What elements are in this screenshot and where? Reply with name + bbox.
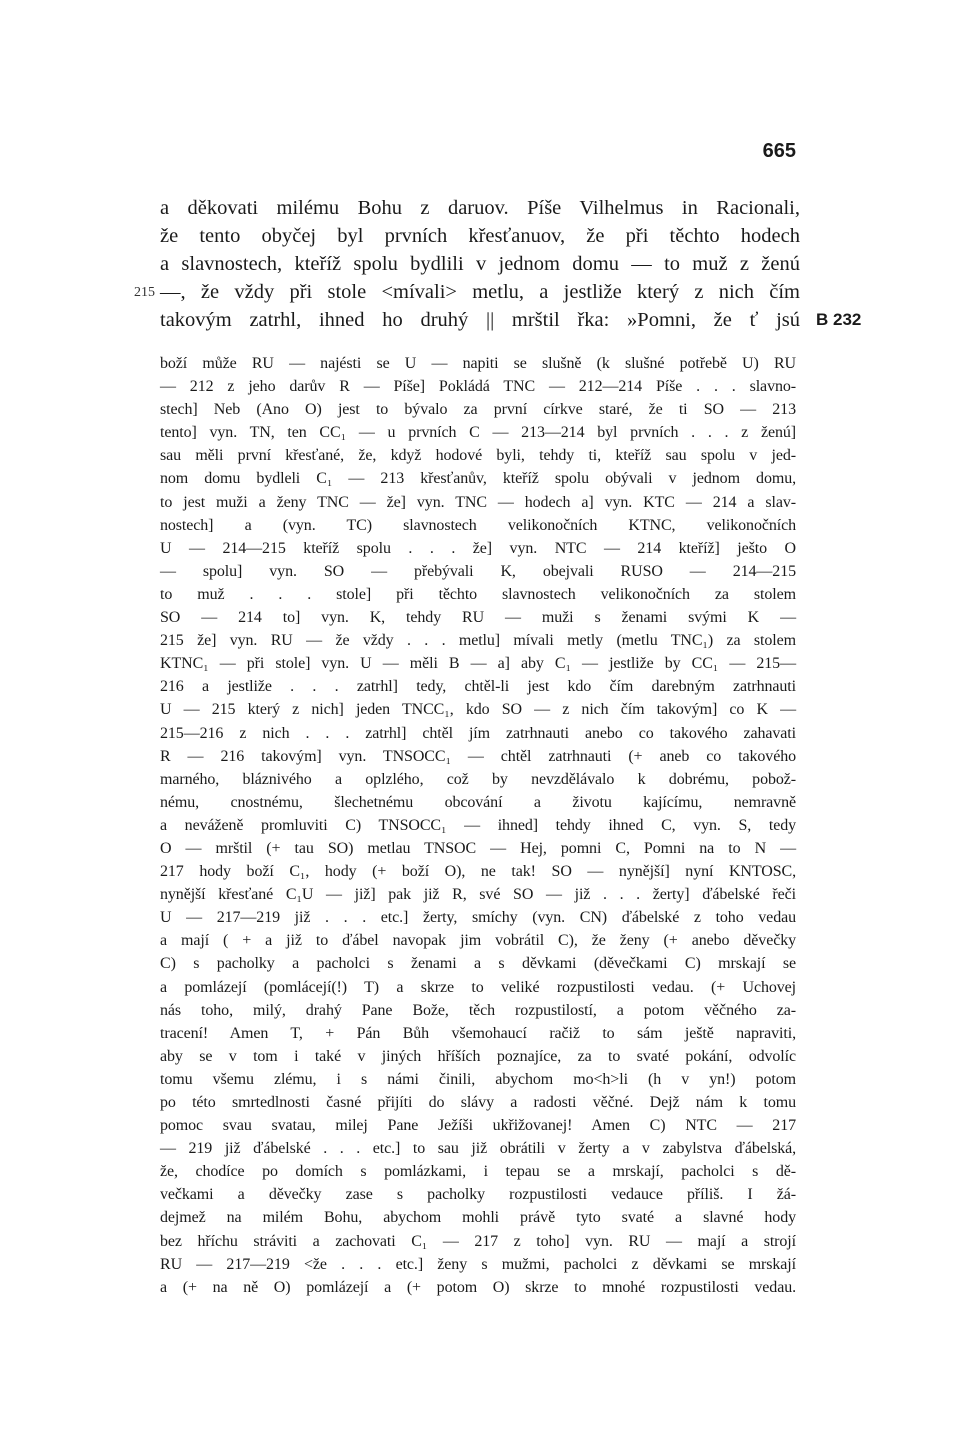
- main-text: [134, 194, 862, 334]
- apparatus-line: že, chodíce po domích s pomlázkami, i tepau se a mrskají, pacholci s dě-: [160, 1163, 796, 1181]
- apparatus-line: a pomlázejí (pomlácejí(!) T) a skrze to veliké rozpustilosti vedau. (+ Uchovej: [160, 978, 796, 996]
- apparatus-line: nás toho, milý, drahý Pane Bože, těch rozpustilostí, a potom věčného za-: [160, 1001, 796, 1019]
- apparatus-line: to jest muži a ženy TNC — že] vyn. TNC — hodech a] vyn. KTC — 214 a slav-: [160, 493, 796, 511]
- apparatus-line: tento] vyn. TN, ten CC₁ — u prvních C — 213—214 byl prvních . . . z ženú]: [160, 424, 796, 442]
- apparatus-line: to muž . . . stole] při těchto slavnostech velikonočních za stolem: [160, 585, 796, 603]
- main-text-line: takovým zatrhl, ihned ho druhý || mrštil řka: »Pomni, že ť jsú B 232: [160, 306, 800, 334]
- apparatus-line: U — 214—215 kteříž spolu . . . že] vyn. NTC — 214 kteříž] ješto O: [160, 539, 796, 557]
- apparatus-line: nému, cnostnému, šlechetnému obcování a životu kajícímu, nemravně: [160, 793, 796, 811]
- apparatus-line: C) s pacholky a pacholci s ženami a s děvkami (děvečkami C) mrskají se: [160, 955, 796, 973]
- apparatus-line: pomoc svau svatau, milej Pane Ježíši ukřižovanej! Amen C) NTC — 217: [160, 1117, 796, 1135]
- apparatus-line: 216 a jestliže . . . zatrhl] tedy, chtěl-li jest kdo čím darebným zatrhnauti: [160, 678, 796, 696]
- apparatus-line: SO — 214 to] vyn. K, tehdy RU — muži s ženami svými K —: [160, 609, 796, 627]
- apparatus-line: nom domu bydleli C₁ — 213 křesťanův, kteříž spolu obývali v jednom domu,: [160, 470, 796, 488]
- apparatus-line: 215—216 z nich . . . zatrhl] chtěl jím zatrhnauti anebo co takového zahavati: [160, 724, 796, 742]
- main-text-line: že tento obyčej byl prvních křesťanuov, že při těchto hodech: [160, 225, 800, 247]
- apparatus-line: marného, bláznivého a oplzlého, což by nevzdělávalo k dobrému, pobož-: [160, 770, 796, 788]
- main-text-line: a slavnostech, kteříž spolu bydlili v jednom domu — to muž z ženú: [160, 253, 800, 275]
- apparatus-line: — spolu] vyn. SO — přebývali K, obejvali RUSO — 214—215: [160, 562, 796, 580]
- apparatus-line: RU — 217—219 <že . . . etc.] ženy s mužmi, pacholci z děvkami se mrskají: [160, 1255, 796, 1273]
- apparatus-line: 215 že] vyn. RU — že vždy . . . metlu] mívali metly (metlu TNC₁) za stolem: [160, 632, 796, 650]
- apparatus-line: U — 215 který z nich] jeden TNCC₁, kdo SO — z nich čím takovým] co K —: [160, 701, 796, 719]
- apparatus-line: večkami a děvečky zase s pacholky rozpustilosti vedauce příliš. I žá-: [160, 1186, 796, 1204]
- apparatus-line: po této smrtedlnosti časné přijíti do slávy a radosti věčné. Dejž nám k tomu: [160, 1094, 796, 1111]
- main-text-line: a děkovati milému Bohu z daruov. Píše Vilhelmus in Racionali,: [160, 197, 800, 219]
- main-text-line: 215 —, že vždy při stole <mívali> metlu, a jestliže který z nich čím: [160, 278, 800, 306]
- critical-apparatus: [160, 352, 796, 1299]
- apparatus-line: dejmež na milém Bohu, abychom mohli právě tyto svaté a slavné hody: [160, 1209, 796, 1227]
- apparatus-line: O — mrštil (+ tau SO) metlau TNSOC — Hej, pomni C, Pomni na to N —: [160, 839, 796, 857]
- line-number-marker: 215: [134, 285, 155, 300]
- apparatus-line: — 219 již ďábelské . . . etc.] to sau již obrátili v žerty a v zabylstva ďábelská,: [160, 1140, 796, 1158]
- apparatus-line: nostech] a (vyn. TC) slavnostech velikonočních KTNC, velikonočních: [160, 516, 796, 534]
- apparatus-line: a neváženě promluviti C) TNSOCC₁ — ihned] tehdy ihned C, vyn. S, tedy: [160, 816, 796, 834]
- apparatus-line: tracení! Amen T, + Pán Bůh všemohaucí račiž to sám ještě napraviti,: [160, 1024, 796, 1042]
- apparatus-line: sau měli první křesťané, že, když hodové byli, tehdy ti, kteříž sau spolu v jed-: [160, 447, 796, 465]
- apparatus-line: a mají ( + a již to ďábel navopak jim vobrátil C), že ženy (+ anebo děvečky: [160, 932, 796, 950]
- apparatus-line: — 212 z jeho darův R — Píše] Pokládá TNC — 212—214 Píše . . . slavno-: [160, 378, 796, 396]
- apparatus-line: a (+ na ně O) pomlázejí a (+ potom O) skrze to mnohé rozpustilosti vedau.: [160, 1278, 796, 1296]
- apparatus-line: stech] Neb (Ano O) jest to bývalo za první církve staré, že ti SO — 213: [160, 401, 796, 419]
- apparatus-line: boží může RU — najésti se U — napiti se slušně (k slušné potřebě U) RU: [160, 355, 796, 372]
- manuscript-folio-reference: B 232: [816, 310, 862, 329]
- apparatus-line: bez hříchu stráviti a zachovati C₁ — 217 z toho] vyn. RU — mají a strojí: [160, 1232, 796, 1250]
- apparatus-line: R — 216 takovým] vyn. TNSOCC₁ — chtěl zatrhnauti (+ aneb co takového: [160, 747, 796, 765]
- apparatus-line: KTNC₁ — při stole] vyn. U — měli B — a] aby C₁ — jestliže by CC₁ — 215—: [160, 655, 796, 673]
- apparatus-line: U — 217—219 již . . . etc.] žerty, smíchy (vyn. CN) ďábelské z toho vedau: [160, 909, 796, 927]
- apparatus-line: 217 hody boží C₁, hody (+ boží O), ne tak! SO — nynější] nyní KNTOSC,: [160, 863, 796, 881]
- apparatus-line: nynější křesťané C₁U — již] pak již R, své SO — již . . . žerty] ďábelské řeči: [160, 886, 796, 904]
- apparatus-line: tomu všemu zlému, i s námi činili, abychom mo<h>li (h v yn!) potom: [160, 1070, 796, 1088]
- apparatus-line: aby se v tom i také v jiných hříších poznajíce, za to svaté pokání, odvolíc: [160, 1047, 796, 1065]
- page-number: 665: [762, 140, 796, 162]
